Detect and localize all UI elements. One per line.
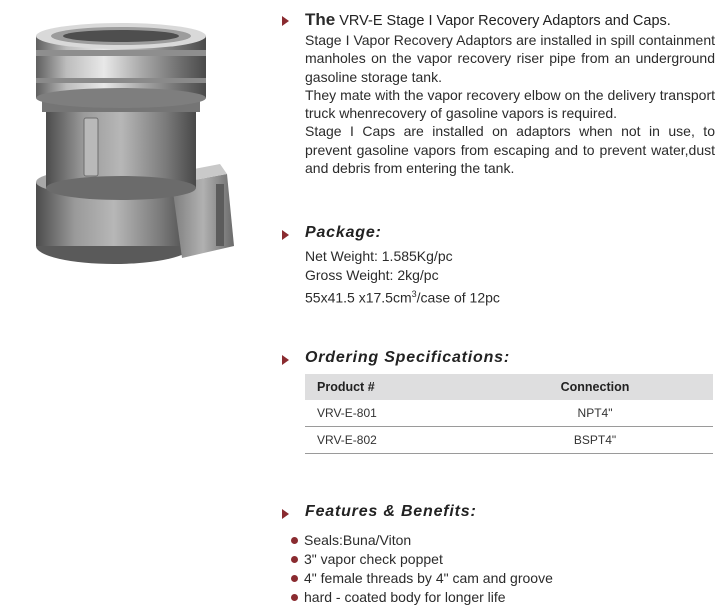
column-header-product: Product #: [305, 374, 477, 400]
bullet-dot-icon: [291, 594, 298, 601]
bullet-dot-icon: [291, 537, 298, 544]
list-item: [290, 531, 553, 550]
list-item: [290, 588, 553, 607]
bullet-arrow-icon: [282, 355, 289, 365]
feature-text: Seals:Buna/Viton: [304, 532, 412, 548]
table-row: [305, 400, 713, 427]
case-size: [305, 285, 500, 308]
case-size-unit-exponent: 3: [411, 289, 417, 299]
intro-paragraph: Stage I Vapor Recovery Adaptors are installed in spill containment manholes on the vapor recovery riser pipe from an underground gasoline storage tank.: [305, 32, 715, 85]
list-item: [290, 569, 553, 588]
intro-title: [305, 10, 671, 30]
intro-paragraph: They mate with the vapor recovery elbow on the delivery transport truck whenrecovery of gasoline vapors is required.: [305, 86, 715, 122]
list-item: [290, 550, 553, 569]
connection-cell: NPT4": [477, 400, 713, 427]
product-number-cell: VRV-E-802: [305, 427, 477, 454]
product-number-cell: VRV-E-801: [305, 400, 477, 427]
bullet-arrow-icon: [282, 230, 289, 240]
bullet-arrow-icon: [282, 16, 289, 26]
package-heading: Package:: [305, 224, 382, 241]
bullet-arrow-icon: [282, 509, 289, 519]
package-details: [305, 247, 500, 308]
bullet-dot-icon: [291, 556, 298, 563]
ordering-spec-table: [305, 374, 713, 454]
ordering-heading: Ordering Specifications:: [305, 349, 511, 366]
product-photo-vapor-adaptor: [22, 14, 240, 266]
connection-cell: BSPT4": [477, 427, 713, 454]
intro-title-text: VRV-E Stage I Vapor Recovery Adaptors and Caps.: [339, 13, 671, 29]
gross-weight: Gross Weight: 2kg/pc: [305, 267, 439, 283]
table-row: [305, 427, 713, 454]
intro-paragraph: Stage I Caps are installed on adaptors when not in use, to prevent gasoline vapors from escaping and to prevent water,dust and debris from entering the tank.: [305, 123, 715, 177]
column-header-connection: Connection: [477, 374, 713, 400]
feature-text: hard - coated body for longer life: [304, 589, 506, 605]
case-size-suffix: /case of 12pc: [416, 289, 500, 306]
net-weight: Net Weight: 1.585Kg/pc: [305, 248, 453, 264]
bullet-dot-icon: [291, 575, 298, 582]
feature-text: 4" female threads by 4" cam and groove: [304, 570, 553, 586]
features-heading: Features & Benefits:: [305, 503, 477, 520]
table-header-row: [305, 374, 713, 400]
features-list: [290, 531, 553, 607]
feature-text: 3" vapor check poppet: [304, 551, 443, 567]
intro-title-lead: The: [305, 10, 336, 29]
case-size-main: 55x41.5 x17.5cm: [305, 289, 412, 306]
intro-description: [305, 31, 715, 177]
